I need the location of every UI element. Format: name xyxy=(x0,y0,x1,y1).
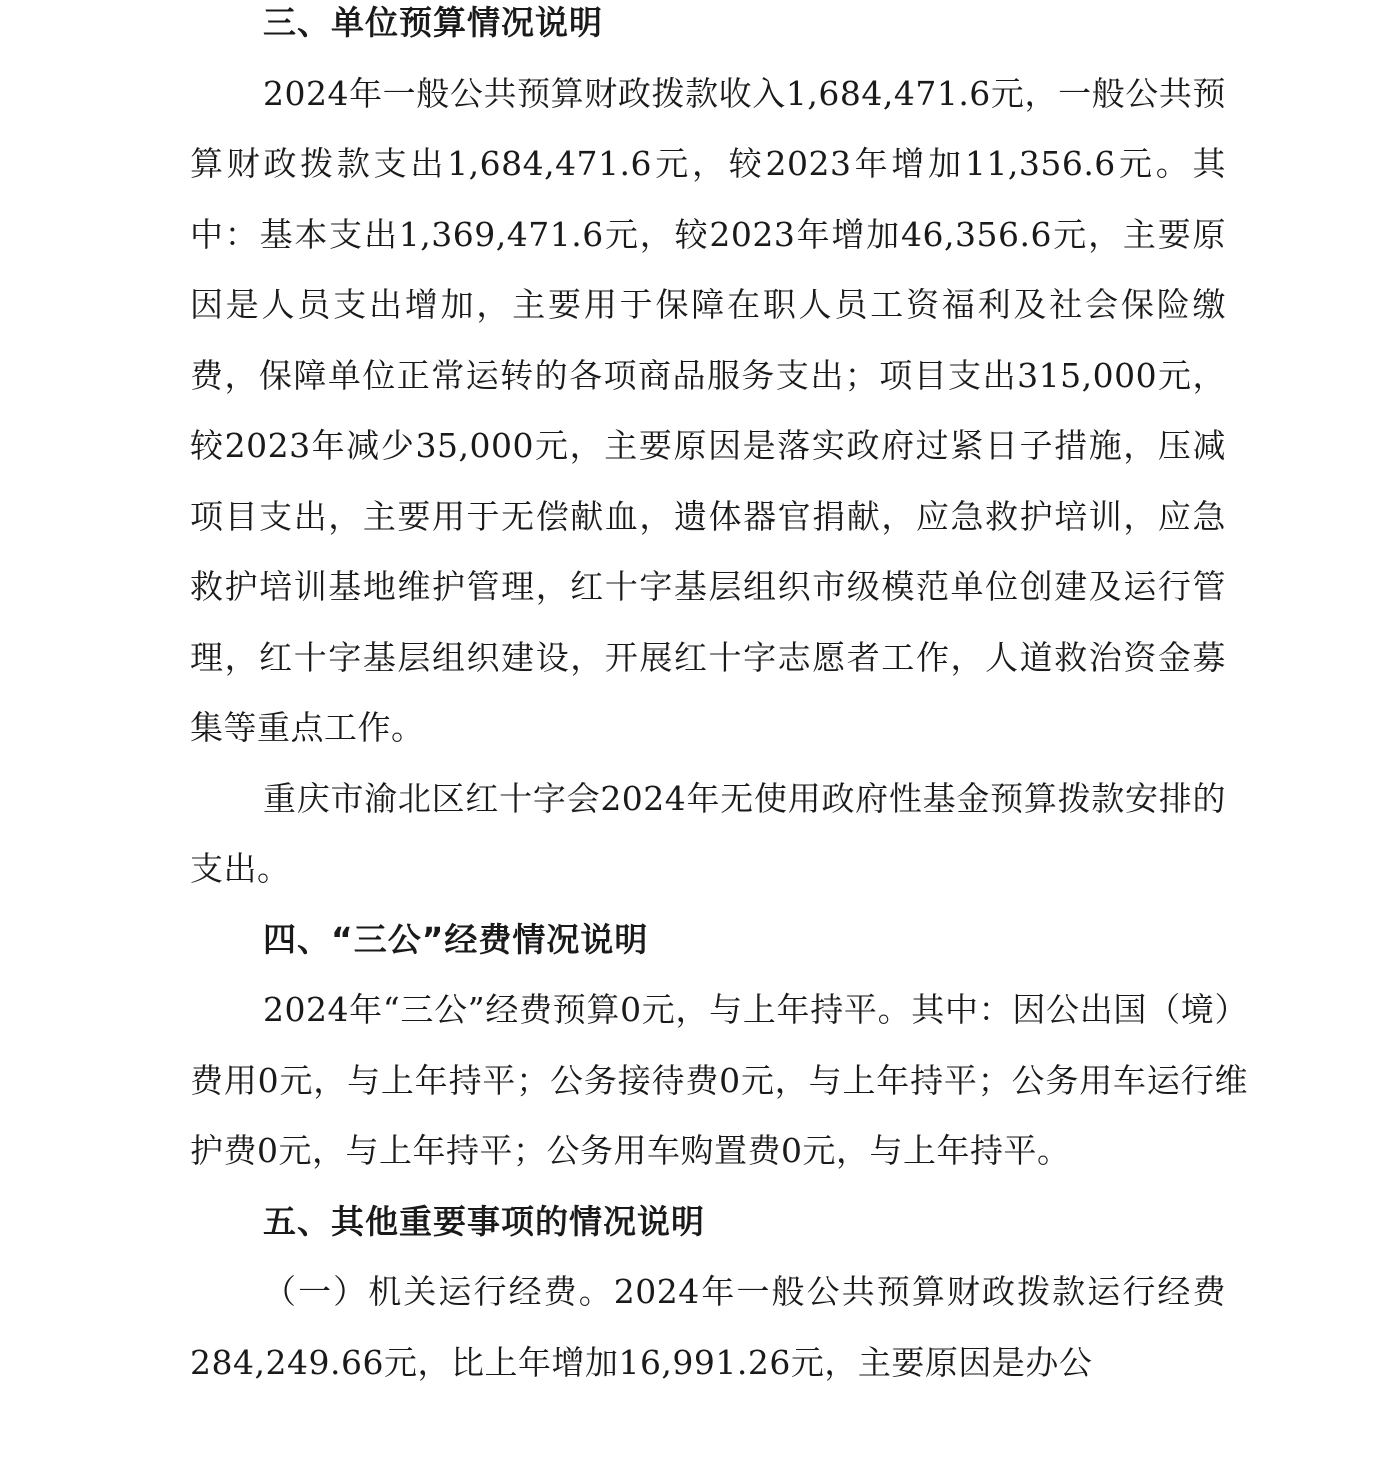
document-body xyxy=(190,0,1248,1398)
paragraph-three-public-expenses: 2024年“三公”经费预算0元，与上年持平。其中：因公出国（境）费用0元，与上年持平；公务接待费0元，与上年持平；公务用车运行维护费0元，与上年持平；公务用车购置费0元，与上年持平。 xyxy=(190,990,1248,1170)
paragraph-government-fund: 重庆市渝北区红十字会2024年无使用政府性基金预算拨款安排的支出。 xyxy=(190,778,1226,888)
section-heading-three-public-expenses: 四、“三公”经费情况说明 xyxy=(263,919,649,959)
section-heading-unit-budget: 三、单位预算情况说明 xyxy=(263,3,603,42)
paragraph-budget-income-expenditure: 2024年一般公共预算财政拨款收入1,684,471.6元，一般公共预算财政拨款支出1,684,471.6元，较2023年增加11,356.6元。其中：基本支出1,369,471.6元，较2023年增加46,356.6元，主要原因是人员支出增加，主要用于保障在职人员工资福利及社会保险缴费，保障单位正常运转的各项商品服务支出；项目支出315,000元，较2023年减少35,000元，主要原因是落实政府过紧日子措施，压减项目支出，主要用于无偿献血，遗体器官捐献，应急救护培训，应急救护培训基地维护管理，红十字基层组织市级模范单位创建及运行管理，红十字基层组织建设，开展红十字志愿者工作，人道救治资金募集等重点工作。 xyxy=(190,73,1226,747)
paragraph-operating-expenses: （一）机关运行经费。2024年一般公共预算财政拨款运行经费284,249.66元，比上年增加16,991.26元，主要原因是办公 xyxy=(190,1272,1226,1382)
section-heading-other-matters: 五、其他重要事项的情况说明 xyxy=(263,1201,705,1241)
